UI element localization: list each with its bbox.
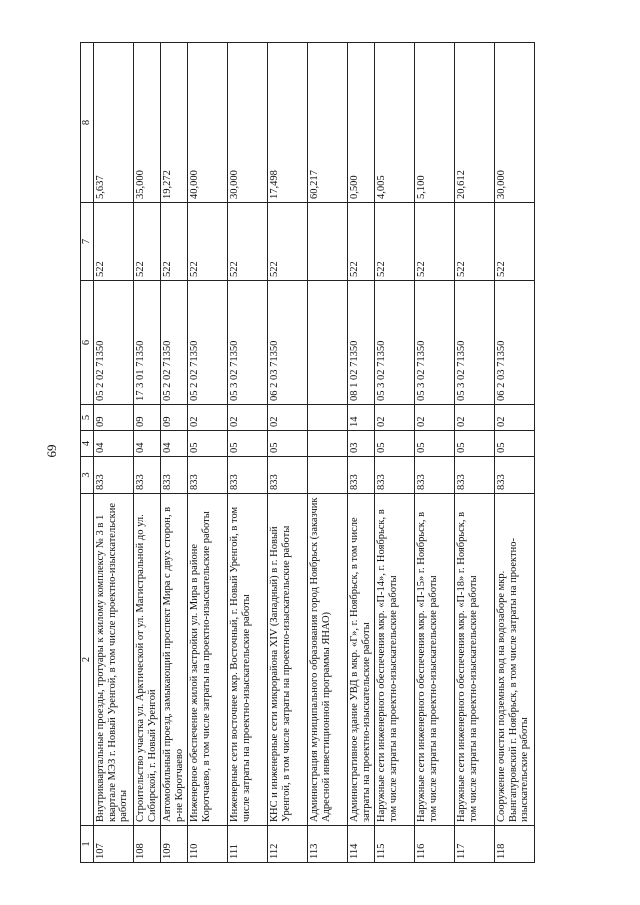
row-section: 05 — [375, 431, 415, 457]
row-expense-type: 522 — [455, 203, 495, 281]
table-row — [161, 43, 188, 863]
row-description: КНС и инженерные сети микрорайона XIV (Западный) в г. Новый Уренгой, в том числе затраты на проектно-изыскательские работы — [268, 494, 308, 826]
table-row — [188, 43, 228, 863]
header-cell: 5 — [81, 405, 94, 431]
row-amount: 0,500 — [348, 43, 375, 203]
row-ministry-code: 833 — [375, 457, 415, 494]
row-number: 109 — [161, 826, 188, 863]
row-subsection: 02 — [415, 405, 455, 431]
row-section: 05 — [268, 431, 308, 457]
row-expense-type: 522 — [134, 203, 161, 281]
row-description: Автомобильный проезд, замыкающий проспект Мира с двух сторон, в р-не Коротчаево — [161, 494, 188, 826]
row-ministry-code: 833 — [415, 457, 455, 494]
row-description: Инженерные сети восточнее мкр. Восточный, г. Новый Уренгой, в том числе затраты на проектно-изыскательские работы — [228, 494, 268, 826]
row-description: Сооружение очистки подземных вод на водозаборе мкр. Вынгапуровский г. Ноябрьск, в том числе затраты на проектно-изыскательские работы — [495, 494, 535, 826]
row-number: 112 — [268, 826, 308, 863]
table-row — [455, 43, 495, 863]
row-description: Наружные сети инженерного обеспечения мкр. «П-18» г. Ноябрьск, в том числе затраты на проектно-изыскательские работы — [455, 494, 495, 826]
row-target-item: 05 3 02 71350 — [415, 281, 455, 405]
row-subsection: 02 — [455, 405, 495, 431]
row-amount: 5,637 — [94, 43, 134, 203]
row-amount: 19,272 — [161, 43, 188, 203]
row-amount: 30,000 — [495, 43, 535, 203]
table-row — [415, 43, 455, 863]
row-expense-type: 522 — [94, 203, 134, 281]
row-ministry-code: 833 — [161, 457, 188, 494]
row-expense-type: 522 — [188, 203, 228, 281]
row-amount: 30,000 — [228, 43, 268, 203]
row-number: 108 — [134, 826, 161, 863]
row-number: 115 — [375, 826, 415, 863]
header-cell: 1 — [81, 826, 94, 863]
row-target-item: 08 1 02 71350 — [348, 281, 375, 405]
row-expense-type: 522 — [375, 203, 415, 281]
header-cell: 2 — [81, 494, 94, 826]
row-target-item: 05 3 02 71350 — [228, 281, 268, 405]
row-ministry-code — [308, 457, 348, 494]
row-expense-type — [308, 203, 348, 281]
table-row — [308, 43, 348, 863]
table-row — [375, 43, 415, 863]
row-expense-type: 522 — [415, 203, 455, 281]
row-description: Внутриквартальные проезды, тротуары к жилому комплексу № 3 в 1 квартале МЭЗ г. Новый Уренгой, в том числе проектно-изыскательские работы — [94, 494, 134, 826]
table-row — [228, 43, 268, 863]
row-section: 05 — [415, 431, 455, 457]
table-header-row — [81, 43, 94, 863]
row-description: Администрация муниципального образования город Ноябрьск (заказчик Адресной инвестиционной программы ЯНАО) — [308, 494, 348, 826]
row-section: 04 — [161, 431, 188, 457]
row-ministry-code: 833 — [94, 457, 134, 494]
row-target-item: 05 2 02 71350 — [188, 281, 228, 405]
row-subsection: 02 — [375, 405, 415, 431]
row-expense-type: 522 — [495, 203, 535, 281]
row-ministry-code: 833 — [228, 457, 268, 494]
row-subsection — [308, 405, 348, 431]
row-section: 03 — [348, 431, 375, 457]
row-subsection: 09 — [94, 405, 134, 431]
row-subsection: 02 — [495, 405, 535, 431]
row-target-item: 05 2 02 71350 — [161, 281, 188, 405]
row-amount: 5,100 — [415, 43, 455, 203]
row-number: 110 — [188, 826, 228, 863]
row-amount: 4,005 — [375, 43, 415, 203]
row-number: 117 — [455, 826, 495, 863]
row-amount: 20,612 — [455, 43, 495, 203]
row-amount: 35,000 — [134, 43, 161, 203]
page-number: 69 — [44, 444, 59, 458]
row-ministry-code: 833 — [188, 457, 228, 494]
table-row — [94, 43, 134, 863]
table-row — [134, 43, 161, 863]
row-target-item: 05 2 02 71350 — [94, 281, 134, 405]
row-number: 111 — [228, 826, 268, 863]
header-cell: 3 — [81, 457, 94, 494]
row-subsection: 14 — [348, 405, 375, 431]
row-amount: 40,000 — [188, 43, 228, 203]
row-description: Наружные сети инженерного обеспечения мкр. «П-14», г. Ноябрьск, в том числе затраты на проектно-изыскательские работы — [375, 494, 415, 826]
table-row — [348, 43, 375, 863]
row-expense-type: 522 — [161, 203, 188, 281]
row-target-item: 17 3 01 71350 — [134, 281, 161, 405]
row-target-item: 05 3 02 71350 — [455, 281, 495, 405]
row-subsection: 09 — [161, 405, 188, 431]
budget-table — [80, 42, 535, 863]
row-number: 116 — [415, 826, 455, 863]
row-number: 118 — [495, 826, 535, 863]
row-section: 05 — [495, 431, 535, 457]
row-section: 04 — [134, 431, 161, 457]
row-section: 05 — [228, 431, 268, 457]
row-amount: 60,217 — [308, 43, 348, 203]
row-section: 05 — [188, 431, 228, 457]
row-subsection: 02 — [188, 405, 228, 431]
row-ministry-code: 833 — [268, 457, 308, 494]
row-description: Административное здание УВД в мкр. «Г», г. Ноябрьск, в том числе затраты на проектно-изыскательские работы — [348, 494, 375, 826]
row-subsection: 02 — [268, 405, 308, 431]
table-row — [495, 43, 535, 863]
row-expense-type: 522 — [268, 203, 308, 281]
row-expense-type: 522 — [348, 203, 375, 281]
row-ministry-code: 833 — [348, 457, 375, 494]
row-ministry-code: 833 — [495, 457, 535, 494]
row-description: Наружные сети инженерного обеспечения мкр. «П-15» г. Ноябрьск, в том числе затраты на проектно-изыскательские работы — [415, 494, 455, 826]
row-subsection: 09 — [134, 405, 161, 431]
budget-table-rotated — [80, 43, 635, 863]
header-cell: 8 — [81, 43, 94, 203]
row-number: 113 — [308, 826, 348, 863]
row-number: 107 — [94, 826, 134, 863]
header-cell: 7 — [81, 203, 94, 281]
row-ministry-code: 833 — [455, 457, 495, 494]
row-section: 05 — [455, 431, 495, 457]
table-row — [268, 43, 308, 863]
row-target-item: 06 2 03 71350 — [268, 281, 308, 405]
row-target-item: 06 2 03 71350 — [495, 281, 535, 405]
row-target-item — [308, 281, 348, 405]
row-section: 04 — [94, 431, 134, 457]
row-amount: 17,498 — [268, 43, 308, 203]
row-subsection: 02 — [228, 405, 268, 431]
header-cell: 6 — [81, 281, 94, 405]
row-section — [308, 431, 348, 457]
row-number: 114 — [348, 826, 375, 863]
row-description: Строительство участка ул. Арктической от ул. Магистральной до ул. Сибирской, г. Новый Уренгой — [134, 494, 161, 826]
row-ministry-code: 833 — [134, 457, 161, 494]
row-target-item: 05 3 02 71350 — [375, 281, 415, 405]
header-cell: 4 — [81, 431, 94, 457]
row-expense-type: 522 — [228, 203, 268, 281]
row-description: Инженерное обеспечение жилой застройки ул. Мира в районе Коротчаево, в том числе затраты на проектно-изыскательские работы — [188, 494, 228, 826]
